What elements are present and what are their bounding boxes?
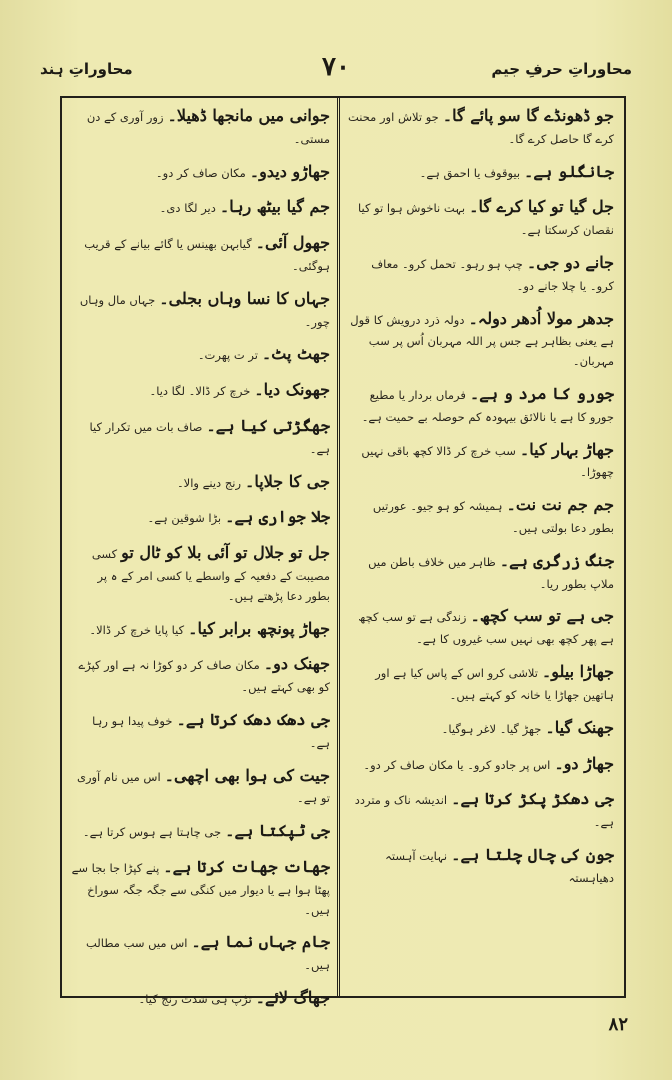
idiom-entry — [70, 342, 330, 367]
idiom-definition: کسی مصیبت کے دفعیہ کے واسطے یا کسی امر کے ہ پر بطور دعا پڑھتے ہیں۔ — [91, 547, 330, 603]
idiom-term: جوانی میں مانجھا ڈھیلا۔ — [167, 106, 330, 125]
idiom-definition: نہایت آہستہ دھیاہستہ — [385, 848, 614, 885]
idiom-definition: جی چاہتا ہے ہوس کرتا ہے۔ — [82, 825, 222, 840]
idiom-term: جدھر مولا اُدھر دولہ۔ — [468, 308, 614, 328]
idiom-definition: جھڑ گیا۔ لاغر ہوگیا۔ — [441, 721, 542, 736]
idiom-entry — [70, 819, 330, 844]
idiom-definition: تر ت پھرت۔ — [197, 348, 258, 363]
idiom-definition: زندگی ہے تو سب کچھ ہے پھر کچھ بھی نہیں سب غیروں کا ہے۔ — [358, 610, 614, 647]
idiom-entry — [70, 986, 330, 1011]
idiom-definition: ظاہر میں خلاف باطن میں ملاپ بطور ریا۔ — [368, 554, 614, 591]
idiom-definition: دیر لگا دی۔ — [159, 201, 216, 216]
idiom-entry — [70, 505, 330, 530]
idiom-entry — [70, 414, 330, 459]
footer-page-number: ٨٢ — [608, 1014, 628, 1035]
idiom-definition: اس میں سب مطالب ہیں۔ — [86, 936, 330, 973]
idiom-term: جھات جھات کرتا ہے۔ — [163, 857, 330, 877]
idiom-term: جی ٹپکتا ہے۔ — [225, 821, 330, 841]
idiom-term: جون کی چال چلتا ہے۔ — [451, 844, 614, 864]
idiom-entry — [348, 251, 614, 296]
idiom-definition: پنے کپڑا جا بجا سے پھٹا ہوا ہے یا دیوار میں کنگی سے جگہ جگہ سوراخ ہیں۔ — [71, 861, 330, 917]
two-column-frame — [60, 96, 626, 1008]
idiom-term: جنگ زرگری ہے۔ — [499, 550, 614, 570]
idiom-entry — [348, 493, 614, 538]
idiom-term: جہاں کا نسا وہاں بجلی۔ — [159, 288, 330, 308]
idiom-term: جل تو جلال تو آئی بلا کو ٹال تو — [121, 543, 330, 563]
idiom-entry — [348, 604, 614, 649]
idiom-term: جل گیا تو کیا کرے گا۔ — [469, 197, 614, 217]
left-column — [70, 104, 330, 1008]
idiom-term: جیت کی ہوا بھی اچھی۔ — [164, 765, 330, 785]
idiom-entry — [348, 104, 614, 149]
idiom-definition: سب خرچ کر ڈالا کچھ باقی نہیں چھوڑا۔ — [361, 443, 614, 480]
idiom-definition: اس پر جادو کرو۔ یا مکان صاف کر دو۔ — [363, 757, 551, 772]
idiom-definition: مکان صاف کر دو۔ — [155, 165, 246, 180]
idiom-term: جانگلو ہے۔ — [524, 161, 614, 181]
idiom-entry — [70, 541, 330, 605]
header-left-title: محاوراتِ ہند — [40, 60, 133, 78]
idiom-entry — [70, 470, 330, 495]
idiom-entry — [70, 160, 330, 185]
idiom-entry — [70, 195, 330, 220]
idiom-term: جورو کا مرد و ہے۔ — [469, 384, 614, 404]
idiom-definition: بہت ناخوش ہوا تو کیا نقصان کرسکتا ہے۔ — [357, 201, 614, 238]
idiom-term: جھنک دو۔ — [263, 654, 330, 674]
idiom-entry — [348, 307, 614, 371]
idiom-term: جھاڑ دو۔ — [554, 753, 614, 773]
idiom-definition: گیابہن بھینس یا گائے بیانے کے قریب ہوگئی۔ — [84, 237, 330, 273]
idiom-term: جھاڑو دیدو۔ — [249, 161, 330, 181]
idiom-term: جھاڑا بیلو۔ — [541, 662, 614, 682]
idiom-entry — [348, 660, 614, 705]
idiom-term: جھاڑ بہار کیا۔ — [519, 439, 614, 459]
idiom-term: جی دھکڑ پکڑ کرتا ہے۔ — [451, 789, 614, 809]
idiom-term: جو ڈھونڈے گا سو پائے گا۔ — [442, 106, 614, 125]
idiom-definition: خرچ کر ڈالا۔ لگا دیا۔ — [149, 384, 251, 399]
idiom-term: جی دھک دھک کرتا ہے۔ — [176, 710, 330, 730]
idiom-definition: تلاشی کرو اس کے پاس کیا ہے اور ہاتھین جھاڑا یا خانہ کو کہتے ہیں۔ — [375, 666, 614, 702]
idiom-entry — [348, 787, 614, 832]
idiom-definition: زور آوری کے دن مستی۔ — [86, 110, 330, 146]
idiom-definition: صاف بات میں تکرار کیا ہے۔ — [89, 420, 330, 456]
idiom-definition: جو تلاش اور محنت کرے گا حاصل کرے گا۔ — [348, 110, 614, 146]
idiom-term: جھگڑتی کیا ہے۔ — [206, 416, 330, 436]
idiom-entry — [348, 438, 614, 483]
idiom-entry — [70, 231, 330, 276]
idiom-term: جھاڑ پونچھ برابر کیا۔ — [188, 618, 330, 638]
idiom-term: جانے دو جی۔ — [526, 253, 614, 273]
idiom-term: جم جم نت نت۔ — [506, 495, 614, 515]
page-header — [40, 52, 632, 92]
idiom-entry — [348, 549, 614, 594]
idiom-definition: دولہ ذرد درویش کا قول ہے یعنی بظاہر ہے جس پر اللہ مہربان اُس پر سب مہربان۔ — [350, 312, 614, 369]
idiom-definition: جہاں مال وہاں چور۔ — [79, 292, 330, 329]
idiom-term: جام جہاں نما ہے۔ — [191, 932, 330, 952]
idiom-definition: فرماں بردار یا مطیع جورو کا ہے یا نالائق بیہودہ کم حوصلہ بے حمیت ہے۔ — [361, 388, 614, 424]
idiom-term: جھنک گیا۔ — [545, 717, 614, 737]
idiom-entry — [348, 195, 614, 240]
idiom-term: جی کا جلاپا۔ — [245, 471, 330, 491]
idiom-entry — [70, 617, 330, 642]
idiom-term: جھٹ پٹ۔ — [261, 344, 330, 364]
idiom-entry — [348, 716, 614, 741]
idiom-definition: بڑا شوقین ہے۔ — [147, 511, 222, 526]
idiom-definition: اس میں نام آوری تو ہے۔ — [76, 769, 330, 806]
idiom-term: جھاگ لائے۔ — [255, 988, 330, 1008]
idiom-entry — [70, 104, 330, 149]
idiom-definition: خوف پیدا ہو رہا ہے۔ — [92, 714, 330, 750]
idiom-definition: تڑپ ہی شدت رنج کیا۔ — [138, 992, 252, 1007]
idiom-definition: بیوقوف یا احمق ہے۔ — [419, 165, 521, 180]
idiom-entry — [348, 382, 614, 427]
idiom-term: جھونک دیا۔ — [254, 380, 330, 400]
idiom-term: جھول آئی۔ — [255, 233, 330, 253]
idiom-entry — [70, 708, 330, 753]
idiom-term: جی ہے تو سب کچھ۔ — [470, 606, 614, 626]
idiom-definition: ہمیشہ کو ہو جیو۔ عورتیں بطور دعا بولتی ہیں۔ — [372, 499, 614, 536]
idiom-entry — [70, 855, 330, 919]
idiom-entry — [348, 160, 614, 185]
idiom-entry — [70, 287, 330, 332]
idiom-entry — [70, 652, 330, 697]
idiom-entry — [70, 764, 330, 809]
idiom-entry — [70, 378, 330, 403]
idiom-definition: چپ ہو رہو۔ تحمل کرو۔ معاف کرو۔ یا چلا جانے دو۔ — [371, 257, 614, 293]
right-column — [348, 104, 614, 990]
idiom-definition: رنج دینے والا۔ — [176, 475, 242, 490]
idiom-term: جم گیا بیٹھ رہا۔ — [219, 197, 330, 217]
idiom-definition: مکان صاف کر دو کوڑا نہ ہے اور کپڑے کو بھی کہتے ہیں۔ — [78, 658, 330, 695]
header-right-title: محاوراتِ حرفِ جیم — [491, 60, 632, 78]
header-page-number: ٧٠ — [322, 52, 350, 82]
idiom-entry — [70, 930, 330, 975]
idiom-term: جلا جواری ہے۔ — [225, 507, 330, 527]
column-divider — [337, 98, 340, 996]
idiom-definition: کیا پایا خرچ کر ڈالا۔ — [89, 622, 185, 637]
idiom-entry — [348, 843, 614, 888]
idiom-entry — [348, 752, 614, 777]
idiom-definition: اندیشہ ناک و متردد ہے۔ — [354, 793, 614, 830]
